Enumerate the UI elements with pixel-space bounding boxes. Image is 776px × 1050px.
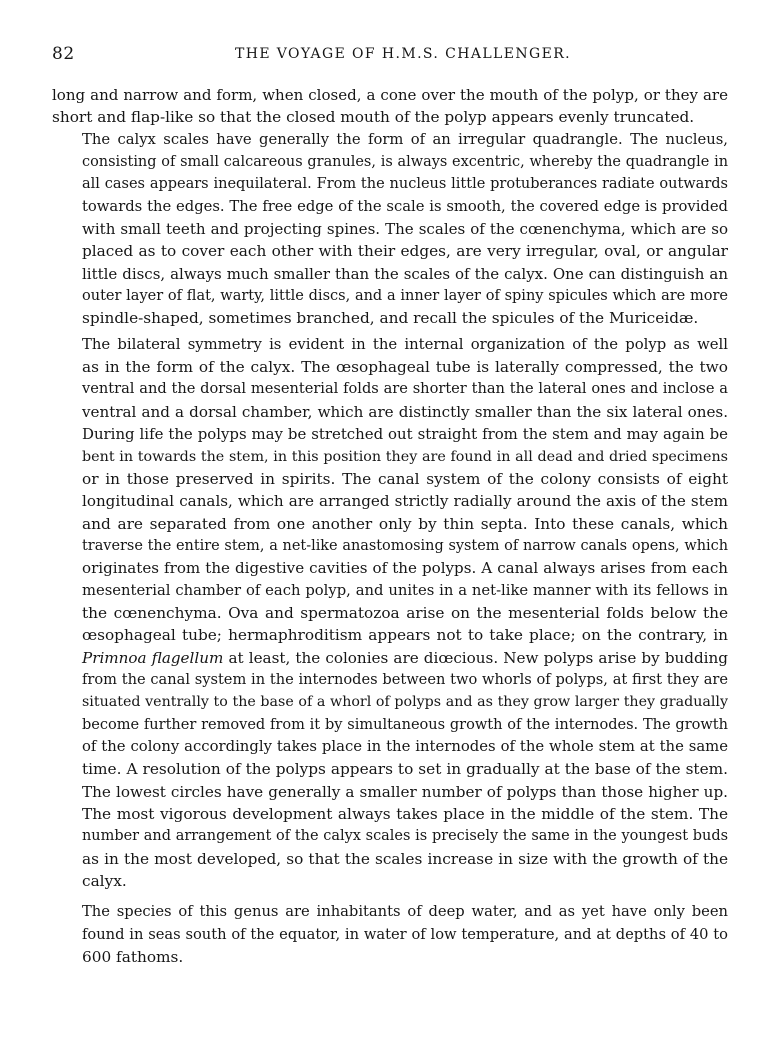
body-text (52, 84, 728, 968)
text-line: outer layer of flat, warty, little discs, and a inner layer of spiny spicules which are more (82, 288, 728, 305)
running-title: THE VOYAGE OF H.M.S. CHALLENGER. (234, 46, 572, 62)
text-line: time. A resolution of the polyps appears to set in gradually at the base of the stem. (82, 760, 728, 779)
running-header (52, 40, 728, 70)
text-line: short and flap-like so that the closed mouth of the polyp appears evenly truncated. (52, 108, 695, 127)
text-line: originates from the digestive cavities of the polyps. A canal always arises from each (82, 559, 728, 578)
text-line: little discs, always much smaller than the scales of the calyx. One can distinguish an (82, 264, 728, 283)
line-remainder: at least, the colonies are diœcious. New polyps arise by budding (223, 648, 728, 667)
text-line: long and narrow and form, when closed, a cone over the mouth of the polyp, or they are (52, 86, 728, 104)
document-page (52, 40, 728, 968)
text-line: traverse the entire stem, a net-like anastomosing system of narrow canals opens, which (82, 537, 728, 554)
paragraph-3 (52, 334, 728, 893)
text-line-with-italic (52, 647, 728, 669)
text-line: become further removed from it by simultaneous growth of the internodes. The growth (82, 716, 728, 733)
text-line: the cœnenchyma. Ova and spermatozoa arise on the mesenterial folds below the (82, 603, 728, 622)
text-line: with small teeth and projecting spines. The scales of the cœnenchyma, which are so (82, 220, 728, 239)
paragraph-1 (52, 84, 728, 129)
text-line: number and arrangement of the calyx scales is precisely the same in the youngest buds (82, 828, 728, 845)
text-line: from the canal system in the internodes between two whorls of polyps, at first they are (82, 670, 728, 688)
species-name: Primnoa flagellum (82, 648, 224, 667)
text-line: placed as to cover each other with their edges, are very irregular, oval, or angular (82, 242, 728, 261)
text-line: towards the edges. The free edge of the scale is smooth, the covered edge is provided (82, 197, 728, 215)
text-line: or in those preserved in spirits. The canal system of the colony consists of eight (82, 469, 728, 488)
text-line: longitudinal canals, which are arranged strictly radially around the axis of the stem (82, 492, 728, 511)
text-line: spindle-shaped, sometimes branched, and recall the spicules of the Muriceidæ. (82, 309, 699, 328)
text-line: of the colony accordingly takes place in the internodes of the whole stem at the same (82, 737, 728, 755)
text-line: The species of this genus are inhabitants of deep water, and as yet have only been (82, 903, 728, 921)
text-line: The lowest circles have generally a smaller number of polyps than those higher up. (82, 782, 728, 801)
text-line: During life the polyps may be stretched out straight from the stem and may again be (82, 425, 728, 444)
text-line: The most vigorous development always takes place in the middle of the stem. The (82, 805, 728, 823)
text-line: 600 fathoms. (82, 948, 184, 967)
text-line: œsophageal tube; hermaphroditism appears not to take place; on the contrary, in (82, 626, 728, 645)
text-line: found in seas south of the equator, in water of low temperature, and at depths of 40 to (82, 925, 728, 943)
paragraph-4 (52, 901, 728, 968)
text-line: The calyx scales have generally the form of an irregular quadrangle. The nucleus, (82, 130, 728, 148)
page-number: 82 (52, 44, 75, 64)
text-line: The bilateral symmetry is evident in the internal organization of the polyp as well (82, 335, 728, 353)
text-line: ventral and the dorsal mesenterial folds are shorter than the lateral ones and inclose a (82, 380, 728, 398)
text-line: mesenterial chamber of each polyp, and unites in a net-like manner with its fellows in (82, 581, 728, 599)
text-line: all cases appears inequilateral. From the nucleus little protuberances radiate outwards (82, 176, 728, 193)
text-line: as in the most developed, so that the scales increase in size with the growth of the (82, 849, 728, 868)
text-line: bent in towards the stem, in this position they are found in all dead and dried specimens (82, 448, 728, 465)
text-line: calyx. (82, 872, 127, 891)
text-line: situated ventrally to the base of a whorl of polyps and as they grow larger they gradually (82, 694, 728, 711)
paragraph-2 (52, 129, 728, 330)
text-line: as in the form of the calyx. The œsophageal tube is laterally compressed, the two (82, 358, 728, 377)
text-line: ventral and a dorsal chamber, which are distinctly smaller than the six lateral ones. (82, 402, 728, 421)
text-line: consisting of small calcareous granules, is always excentric, whereby the quadrangle in (82, 154, 728, 171)
text-line: and are separated from one another only by thin septa. Into these canals, which (82, 514, 728, 533)
